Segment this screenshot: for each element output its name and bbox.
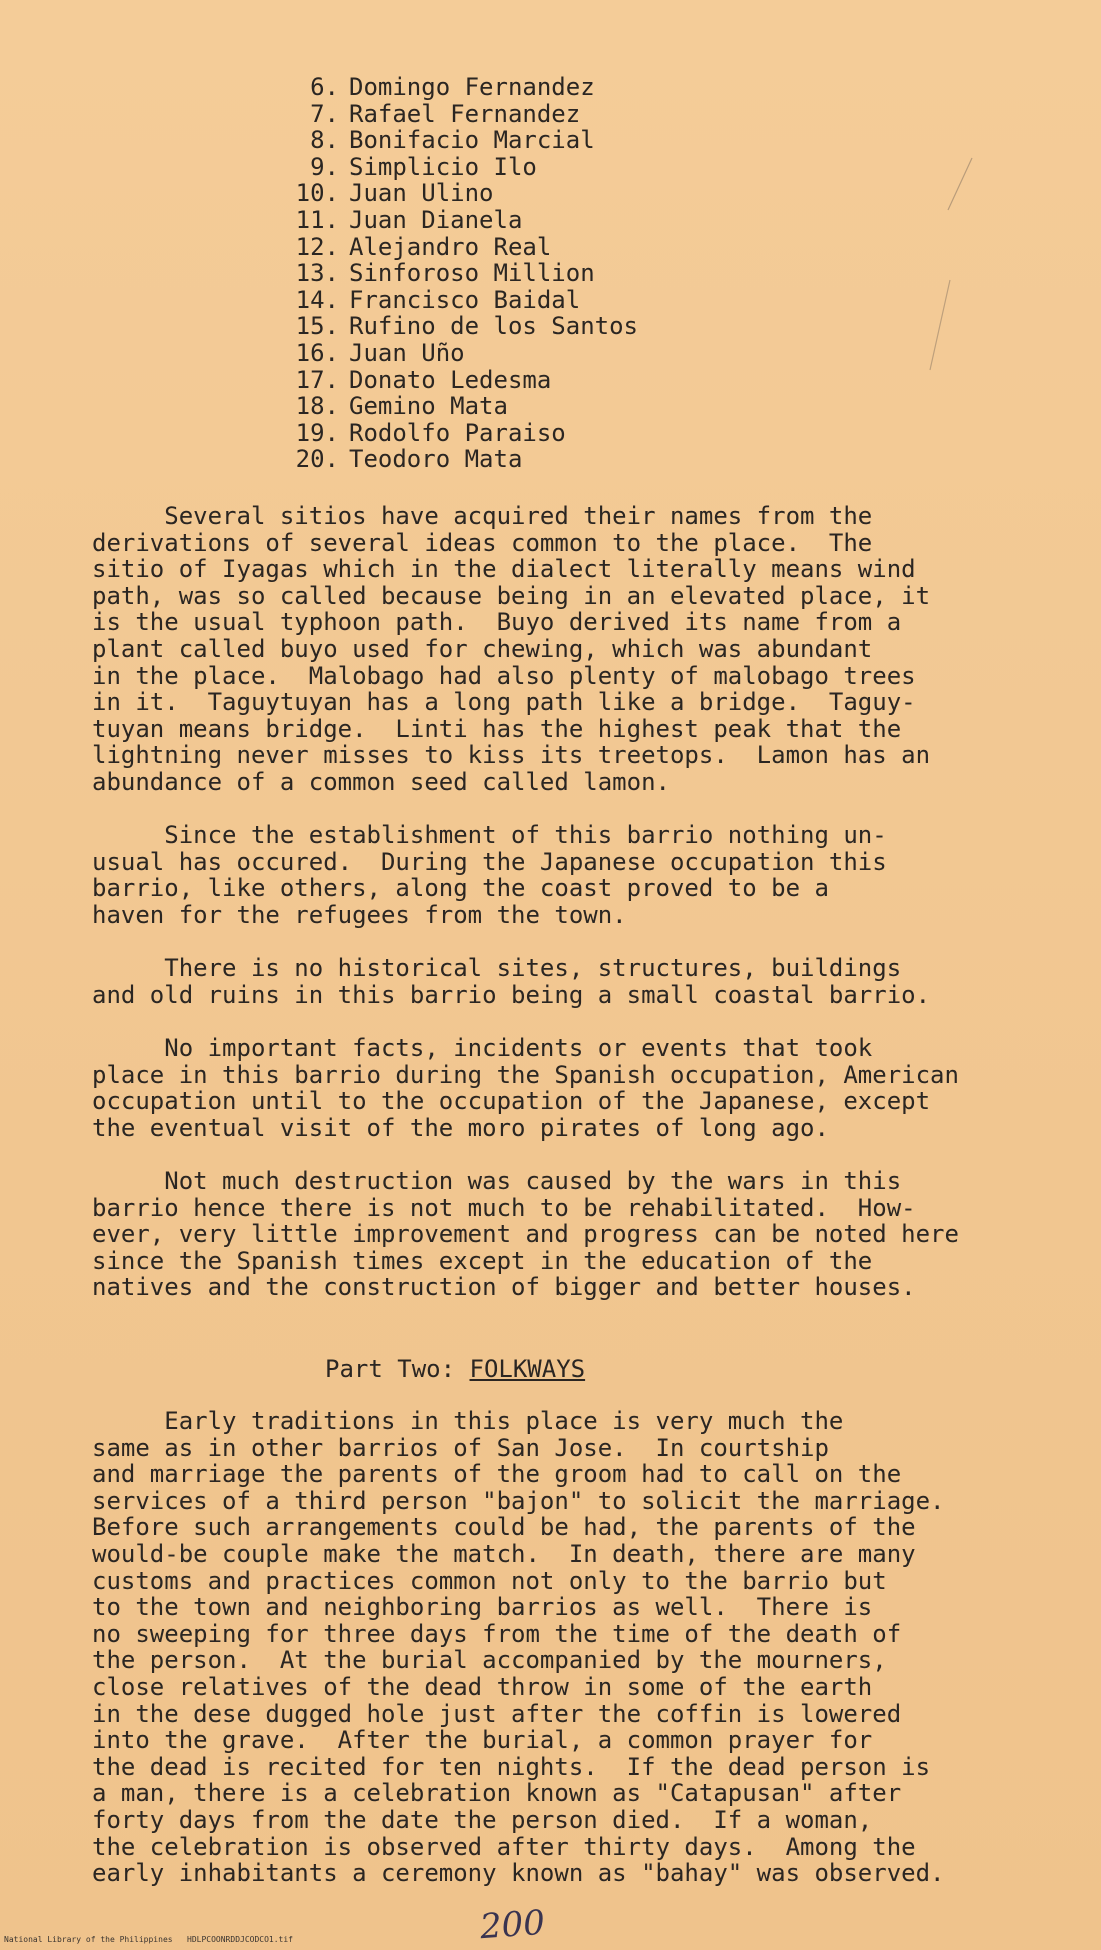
list-item-number: 7.: [310, 99, 339, 128]
text-line: to the town and neighboring barrios as well. There is: [92, 1593, 873, 1622]
paragraph-war-destruction: [92, 1168, 1092, 1301]
text-line: would-be couple make the match. In death, there are many: [92, 1539, 916, 1568]
text-line: a man, there is a celebration known as "Catapusan" after: [92, 1779, 902, 1808]
text-line: same as in other barrios of San Jose. In courtship: [92, 1433, 829, 1462]
list-item-number: 14.: [295, 285, 339, 314]
heading-prefix: Part Two:: [325, 1355, 470, 1383]
text-line: tuyan means bridge. Linti has the highest peak that the: [92, 714, 902, 743]
text-line: the person. At the burial accompanied by the mourners,: [92, 1646, 887, 1675]
list-item-name: Alejandro Real: [349, 232, 552, 261]
list-item: [265, 207, 638, 234]
paragraph-barrio-history: [92, 822, 1092, 928]
pencil-mark-stroke: [900, 150, 980, 380]
list-item: [265, 154, 638, 181]
list-item-number: 16.: [295, 338, 339, 367]
paragraph-important-events: [92, 1035, 1092, 1141]
section-heading: [325, 1355, 585, 1383]
text-line: sitio of Iyagas which in the dialect literally means wind: [92, 555, 916, 584]
list-item-name: Francisco Baidal: [349, 285, 581, 314]
list-item: [265, 313, 638, 340]
text-line: abundance of a common seed called lamon.: [92, 767, 670, 796]
text-line: barrio hence there is not much to be rehabilitated. How-: [92, 1193, 916, 1222]
list-item-name: Donato Ledesma: [349, 365, 552, 394]
text-line: into the grave. After the burial, a common prayer for: [92, 1726, 873, 1755]
list-item-name: Gemino Mata: [349, 392, 508, 421]
list-item-name: Bonifacio Marcial: [349, 126, 595, 155]
text-line: and marriage the parents of the groom had to call on the: [92, 1460, 902, 1489]
list-item-number: 6.: [310, 73, 339, 101]
text-line: Before such arrangements could be had, the parents of the: [92, 1513, 916, 1542]
list-item: [265, 340, 638, 367]
text-line: haven for the refugees from the town.: [92, 900, 627, 929]
text-line: No important facts, incidents or events that took: [92, 1034, 873, 1062]
archive-footer: National Library of the Philippines HDLPCOONRDDJCODCO1.tif: [4, 1935, 293, 1944]
list-item: [265, 287, 638, 314]
list-item-number: 18.: [295, 392, 339, 421]
list-item: [265, 393, 638, 420]
paragraph-folkways-traditions: [92, 1408, 1092, 1887]
list-item: [265, 101, 638, 128]
list-item-number: 13.: [295, 259, 339, 288]
text-line: services of a third person "bajon" to solicit the marriage.: [92, 1486, 945, 1515]
list-item-name: Sinforoso Million: [349, 259, 595, 288]
list-item-name: Simplicio Ilo: [349, 152, 537, 181]
list-item-name: Domingo Fernandez: [349, 73, 595, 101]
text-line: early inhabitants a ceremony known as "bahay" was observed.: [92, 1859, 945, 1888]
list-item: [265, 260, 638, 287]
text-line: place in this barrio during the Spanish occupation, American: [92, 1060, 959, 1089]
list-item-number: 19.: [295, 418, 339, 447]
text-line: in the dese dugged hole just after the coffin is lowered: [92, 1699, 902, 1728]
text-line: ever, very little improvement and progress can be noted here: [92, 1220, 959, 1249]
list-item-name: Juan Dianela: [349, 205, 523, 234]
list-item-number: 11.: [295, 205, 339, 234]
names-list: [265, 74, 638, 473]
text-line: the dead is recited for ten nights. If the dead person is: [92, 1752, 931, 1781]
text-line: occupation until to the occupation of the Japanese, except: [92, 1087, 931, 1116]
list-item-name: Rodolfo Paraiso: [349, 418, 566, 447]
page-number: 200: [478, 1902, 547, 1948]
text-line: since the Spanish times except in the education of the: [92, 1246, 873, 1275]
text-line: path, was so called because being in an elevated place, it: [92, 581, 931, 610]
text-line: Early traditions in this place is very much the: [92, 1407, 844, 1435]
text-line: forty days from the date the person died. If a woman,: [92, 1805, 873, 1834]
text-line: There is no historical sites, structures, buildings: [92, 954, 902, 982]
text-line: Several sitios have acquired their names from the: [92, 502, 873, 530]
list-item: [265, 420, 638, 447]
text-line: usual has occured. During the Japanese occupation this: [92, 847, 887, 876]
list-item-name: Rafael Fernandez: [349, 99, 581, 128]
text-line: is the usual typhoon path. Buyo derived its name from a: [92, 608, 902, 637]
text-line: Not much destruction was caused by the wars in this: [92, 1167, 902, 1195]
list-item-number: 17.: [295, 365, 339, 394]
list-item-number: 15.: [295, 312, 339, 341]
list-item: [265, 367, 638, 394]
list-item-name: Juan Ulino: [349, 179, 494, 208]
paragraph-historical-sites: [92, 955, 1092, 1008]
paragraph-sitio-names: [92, 503, 1092, 796]
list-item: [265, 446, 638, 473]
text-line: the celebration is observed after thirty days. Among the: [92, 1832, 916, 1861]
text-line: the eventual visit of the moro pirates of long ago.: [92, 1113, 829, 1142]
list-item-number: 9.: [310, 152, 339, 181]
text-line: close relatives of the dead throw in some of the earth: [92, 1672, 873, 1701]
list-item: [265, 127, 638, 154]
text-line: natives and the construction of bigger and better houses.: [92, 1273, 916, 1302]
text-line: lightning never misses to kiss its treetops. Lamon has an: [92, 741, 931, 770]
text-line: in the place. Malobago had also plenty of malobago trees: [92, 661, 916, 690]
text-line: Since the establishment of this barrio nothing un-: [92, 821, 887, 849]
list-item-number: 10.: [295, 179, 339, 208]
text-line: barrio, like others, along the coast proved to be a: [92, 874, 829, 903]
text-line: and old ruins in this barrio being a small coastal barrio.: [92, 980, 931, 1009]
list-item-name: Rufino de los Santos: [349, 312, 638, 341]
text-line: no sweeping for three days from the time of the death of: [92, 1619, 902, 1648]
list-item: [265, 180, 638, 207]
list-item: [265, 74, 638, 101]
text-line: in it. Taguytuyan has a long path like a bridge. Taguy-: [92, 688, 916, 717]
list-item-name: Juan Uño: [349, 338, 465, 367]
text-line: derivations of several ideas common to the place. The: [92, 528, 873, 557]
list-item-number: 20.: [295, 445, 339, 474]
text-line: plant called buyo used for chewing, which was abundant: [92, 634, 873, 663]
text-line: customs and practices common not only to the barrio but: [92, 1566, 887, 1595]
heading-folkways: FOLKWAYS: [469, 1355, 586, 1383]
list-item-number: 12.: [295, 232, 339, 261]
list-item-number: 8.: [310, 126, 339, 155]
list-item: [265, 234, 638, 261]
list-item-name: Teodoro Mata: [349, 445, 523, 474]
